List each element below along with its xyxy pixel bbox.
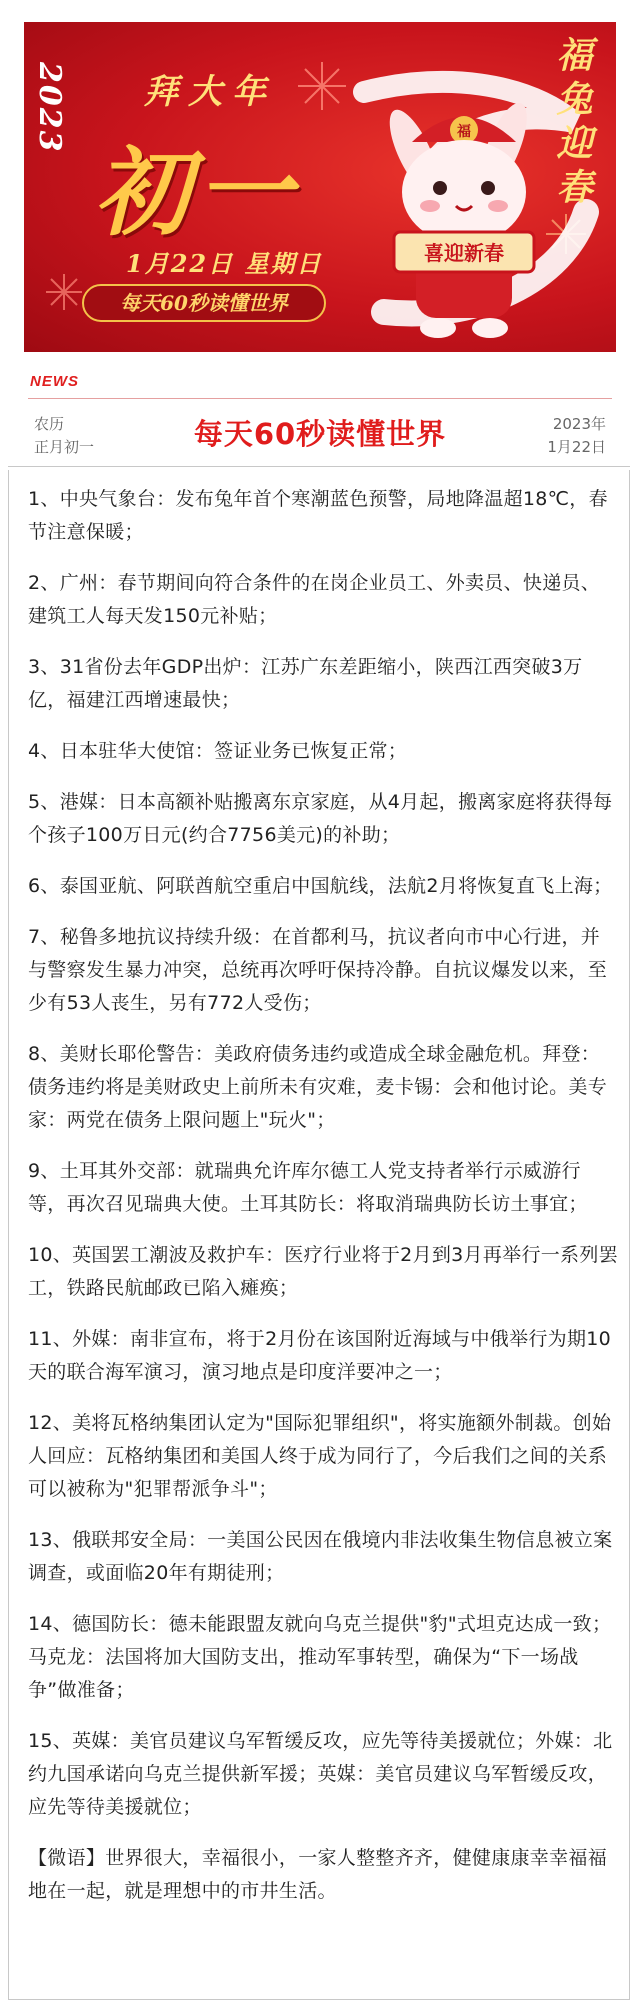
banner-blessing: 福兔迎春 bbox=[551, 36, 593, 212]
rabbit-illustration bbox=[354, 82, 574, 352]
news-item: 12、美将瓦格纳集团认定为"国际犯罪组织"，将实施额外制裁。创始人回应：瓦格纳集团和美国人终于成为同行了，今后我们之间的关系可以被称为"犯罪帮派争斗"； bbox=[28, 1412, 612, 1500]
page-title: 每天60秒读懂世界 bbox=[193, 417, 447, 451]
news-item: 14、德国防长：德未能跟盟友就向乌克兰提供"豹"式坦克达成一致；马克龙：法国将加大国防支出，推动军事转型，确保为“下一场战争”做准备； bbox=[28, 1613, 612, 1701]
banner-year: 2023 bbox=[32, 62, 67, 154]
news-item: 13、俄联邦安全局：一美国公民因在俄境内非法收集生物信息被立案调查，或面临20年有期徒刑； bbox=[28, 1529, 613, 1584]
news-item: 15、英媒：美官员建议乌军暂缓反攻，应先等待美援就位；外媒：北约九国承诺向乌克兰提供新军援；英媒：美官员建议乌军暂缓反攻，应先等待美援就位； bbox=[28, 1730, 613, 1818]
news-item: 7、秘鲁多地抗议持续升级：在首都利马，抗议者向市中心行进，并与警察发生暴力冲突，总统再次呼吁保持冷静。自抗议爆发以来，至少有53人丧生，另有772人受伤； bbox=[28, 926, 608, 1014]
news-item: 10、英国罢工潮波及救护车：医疗行业将于2月到3月再举行一系列罢工，铁路民航邮政已陷入瘫痪； bbox=[28, 1244, 618, 1299]
banner-big-title: 初一 bbox=[94, 136, 298, 249]
news-item: 4、日本驻华大使馆：签证业务已恢复正常； bbox=[28, 740, 408, 762]
news-item: 2、广州：春节期间向符合条件的在岗企业员工、外卖员、快递员、建筑工人每天发150元补贴； bbox=[28, 572, 601, 627]
news-list bbox=[28, 483, 618, 1908]
header-divider-top bbox=[28, 398, 612, 399]
closing-quote: 【微语】世界很大，幸福很小，一家人整整齐齐，健健康康幸幸福福地在一起，就是理想中的市井生活。 bbox=[28, 1847, 608, 1902]
news-item: 3、31省份去年GDP出炉：江苏广东差距缩小，陕西江西突破3万亿，福建江西增速最快； bbox=[28, 656, 583, 711]
news-tag: NEWS bbox=[30, 373, 79, 390]
header-divider-bottom bbox=[8, 466, 630, 467]
banner-pill: 每天60秒读懂世界 bbox=[82, 284, 326, 322]
rabbit-sign-text: 喜迎新春 bbox=[424, 241, 504, 265]
firework-decoration bbox=[44, 272, 84, 312]
gregorian-date-line1: 2023年 bbox=[552, 415, 606, 433]
banner-date: 1月22日 星期日 bbox=[126, 249, 323, 278]
gregorian-date bbox=[547, 413, 606, 459]
banner-bainian: 拜大年 bbox=[144, 72, 276, 112]
lunar-date-line2: 正月初一 bbox=[34, 438, 95, 456]
news-item: 6、泰国亚航、阿联酋航空重启中国航线，法航2月将恢复直飞上海； bbox=[28, 875, 613, 897]
news-item: 1、中央气象台：发布兔年首个寒潮蓝色预警，局地降温超18℃，春节注意保暖； bbox=[28, 488, 608, 543]
news-item: 5、港媒：日本高额补贴搬离东京家庭，从4月起，搬离家庭将获得每个孩子100万日元(约合7756美元)的补助； bbox=[28, 791, 613, 846]
hat-badge-text: 福 bbox=[457, 124, 471, 140]
header-banner bbox=[24, 22, 616, 352]
gregorian-date-line2: 1月22日 bbox=[547, 438, 606, 456]
news-item: 11、外媒：南非宣布，将于2月份在该国附近海域与中俄举行为期10天的联合海军演习，演习地点是印度洋要冲之一； bbox=[28, 1328, 612, 1383]
lunar-date-line1: 农历 bbox=[34, 415, 65, 433]
news-item: 8、美财长耶伦警告：美政府债务违约或造成全球金融危机。拜登：债务违约将是美财政史上前所未有灾难，麦卡锡：会和他讨论。美专家：两党在债务上限问题上"玩火"； bbox=[28, 1043, 608, 1131]
news-item: 9、土耳其外交部：就瑞典允许库尔德工人党支持者举行示威游行等，再次召见瑞典大使。土耳其防长：将取消瑞典防长访土事宜； bbox=[28, 1160, 588, 1215]
